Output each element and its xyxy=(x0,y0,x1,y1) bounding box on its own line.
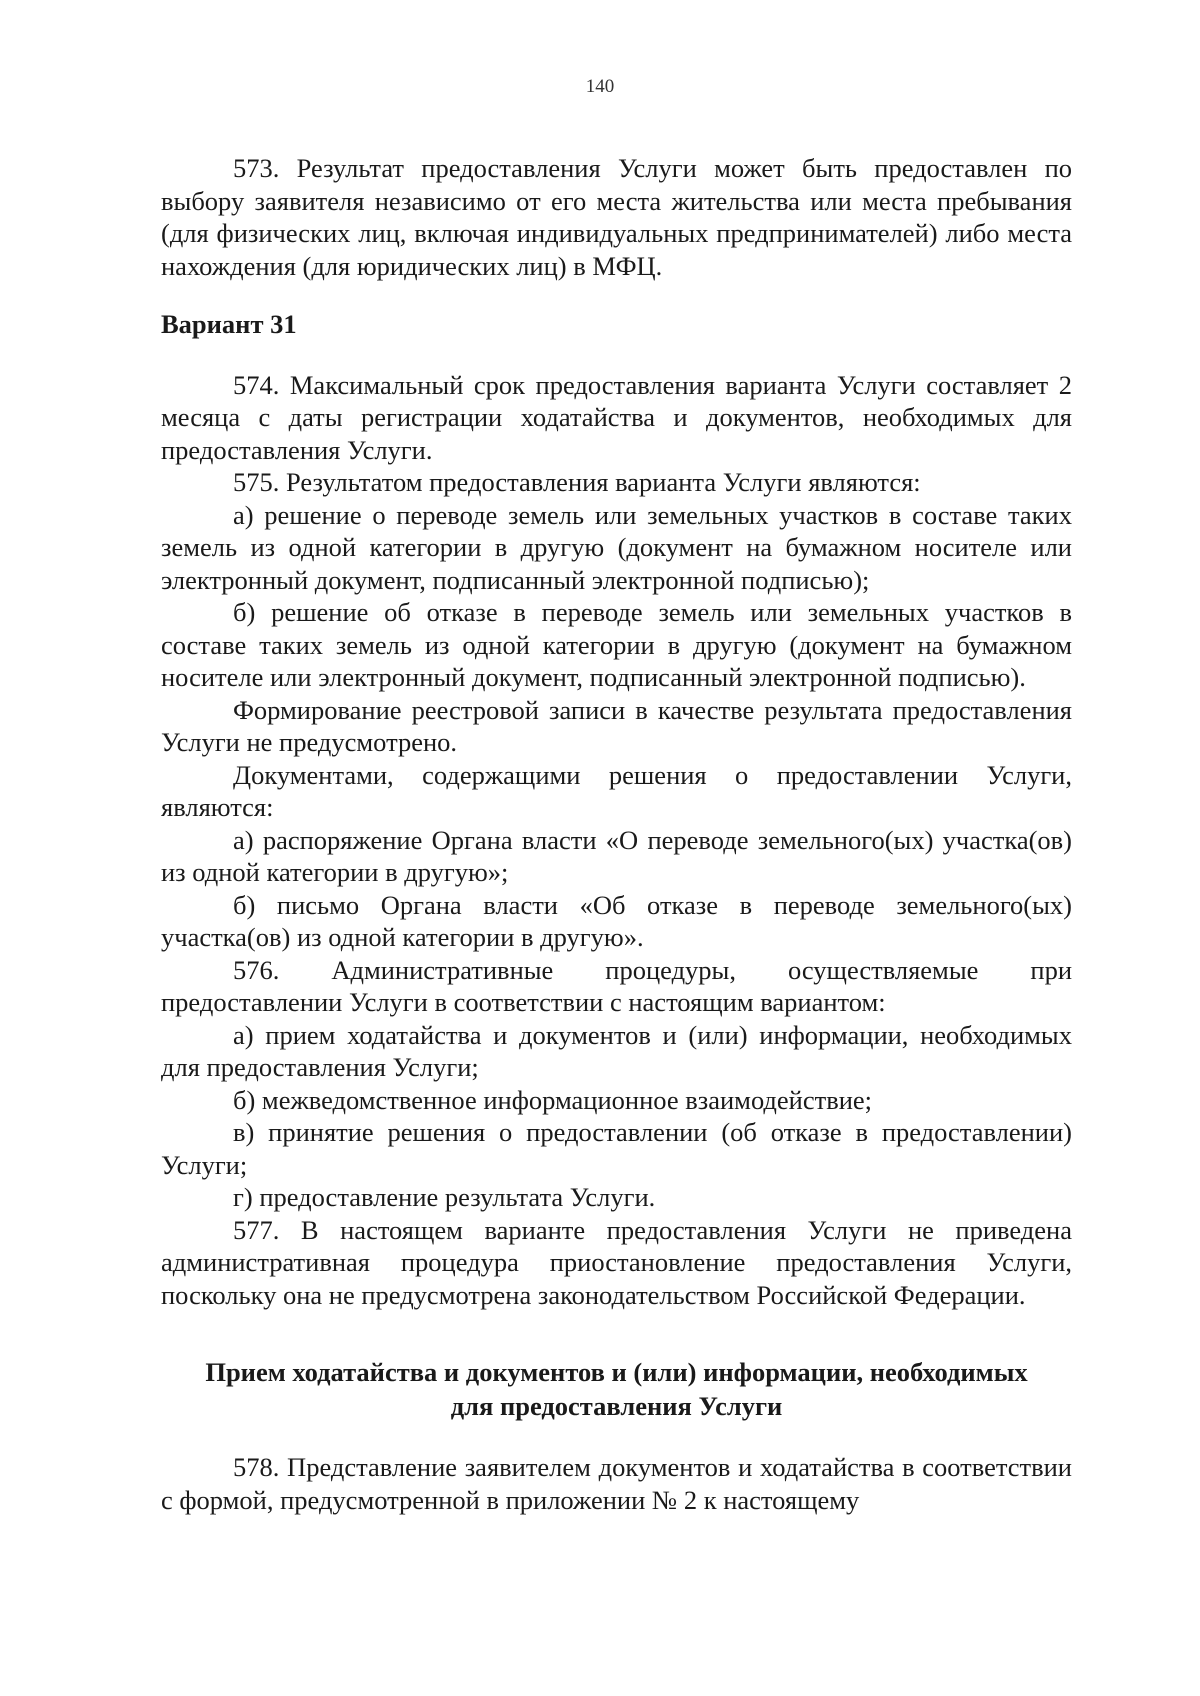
paragraph-577: 577. В настоящем варианте предоставления Услуги не приведена административная процедура приостановление предоставления Услуги, поскольку она не предусмотрена законодательством Российской Федерации. xyxy=(161,1214,1072,1310)
paragraph-575: 575. Результатом предоставления варианта Услуги являются: xyxy=(233,467,921,497)
heading-section-line-1: Прием ходатайства и документов и (или) информации, необходимых xyxy=(205,1357,1028,1387)
paragraph-576-v: в) принятие решения о предоставлении (об отказе в предоставлении) Услуги; xyxy=(161,1117,1072,1180)
paragraph-575-b: б) решение об отказе в переводе земель или земельных участков в составе таких земель из одной категории в другую (документ на бумажном носителе или электронный документ, подписанный электронной подписью). xyxy=(161,597,1072,692)
paragraph-registry-record: Формирование реестровой записи в качестве результата предоставления Услуги не предусмотрено. xyxy=(161,694,1072,757)
paragraph-575-a: а) решение о переводе земель или земельных участков в составе таких земель из одной категории в другую (документ на бумажном носителе или электронный документ, подписанный электронной подписью); xyxy=(161,499,1072,595)
paragraph-574: 574. Максимальный срок предоставления варианта Услуги составляет 2 месяца с даты регистрации ходатайства и документов, необходимых для предоставления Услуги. xyxy=(161,369,1072,465)
paragraph-decision-documents: Документами, содержащими решения о предоставлении Услуги, являются: xyxy=(161,759,1072,822)
heading-section-application-intake xyxy=(161,1355,1072,1423)
heading-variant-31: Вариант 31 xyxy=(161,309,297,339)
paragraph-576: 576. Административные процедуры, осуществляемые при предоставлении Услуги в соответствии с настоящим вариантом: xyxy=(161,954,1072,1017)
heading-section-line-2: для предоставления Услуги xyxy=(450,1391,783,1421)
paragraph-578: 578. Представление заявителем документов и ходатайства в соответствии с формой, предусмотренной в приложении № 2 к настоящему xyxy=(161,1452,1072,1515)
paragraph-576-g: г) предоставление результата Услуги. xyxy=(233,1182,656,1212)
paragraph-decision-a: а) распоряжение Органа власти «О переводе земельного(ых) участка(ов) из одной категории в другую»; xyxy=(161,824,1072,887)
paragraph-decision-b: б) письмо Органа власти «Об отказе в переводе земельного(ых) участка(ов) из одной категории в другую». xyxy=(161,889,1072,952)
page-number: 140 xyxy=(585,76,615,97)
document-body xyxy=(161,152,1072,1516)
paragraph-573: 573. Результат предоставления Услуги может быть предоставлен по выбору заявителя независимо от его места жительства или места пребывания (для физических лиц, включая индивидуальных предпринимателей) либо места нахождения (для юридических лиц) в МФЦ. xyxy=(161,153,1072,281)
paragraph-576-b: б) межведомственное информационное взаимодействие; xyxy=(233,1084,873,1115)
paragraph-576-a: а) прием ходатайства и документов и (или) информации, необходимых для предоставления Услуги; xyxy=(161,1019,1072,1082)
